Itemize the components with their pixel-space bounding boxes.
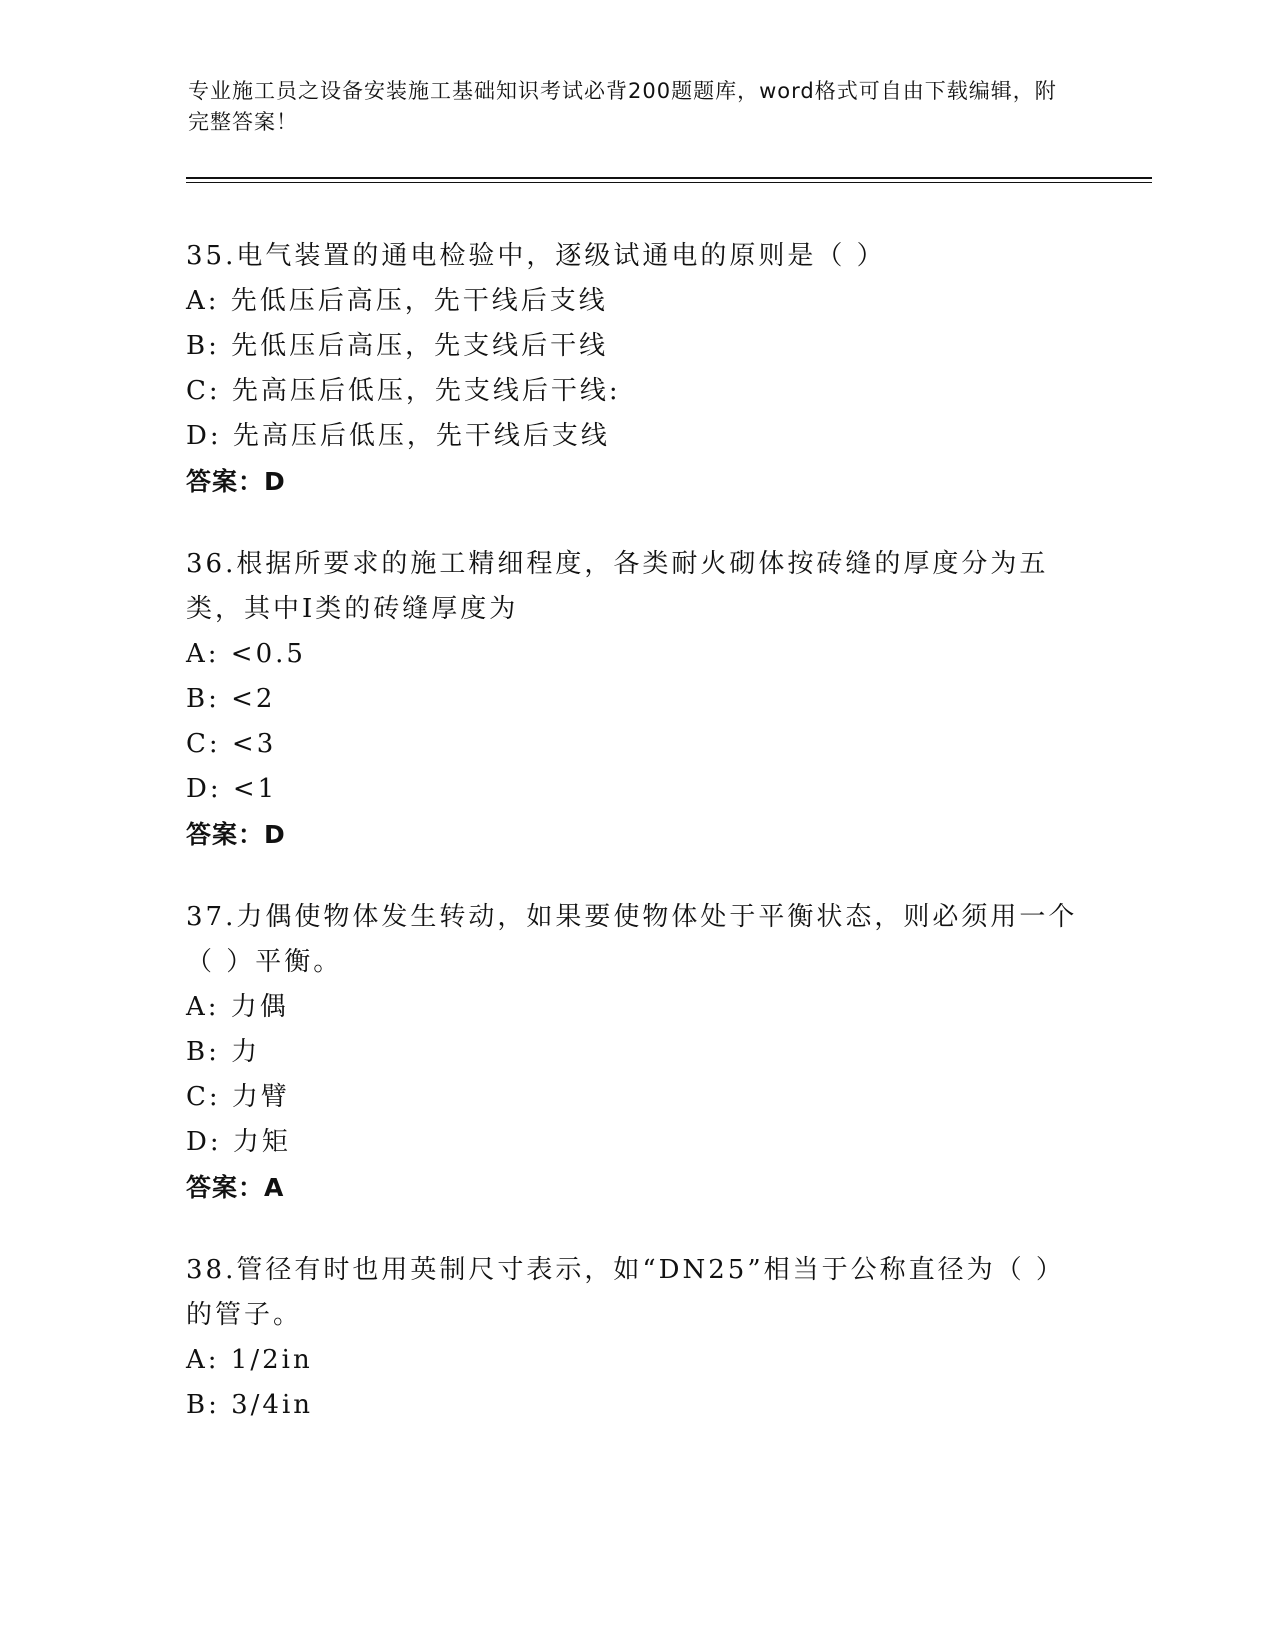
question-37: [186, 895, 1086, 1210]
option-b: B: <2: [186, 684, 276, 714]
question-stem: 38.管径有时也用英制尺寸表示，如“DN25”相当于公称直径为（ ）的管子。: [186, 1255, 1065, 1330]
question-35: [186, 234, 1086, 504]
answer: 答案：A: [186, 1173, 285, 1202]
question-stem: 35.电气装置的通电检验中，逐级试通电的原则是（ ）: [186, 241, 886, 271]
option-a: A: 1/2in: [186, 1345, 313, 1375]
option-d: D: 先高压后低压，先干线后支线: [186, 421, 610, 451]
option-b: B: 3/4in: [186, 1390, 314, 1420]
option-c: C: 先高压后低压，先支线后干线:: [186, 376, 621, 406]
document-header: 专业施工员之设备安装施工基础知识考试必背200题题库，word格式可自由下载编辑，附完整答案！: [188, 79, 1057, 134]
option-b: B: 力: [186, 1037, 261, 1067]
header-divider-thin: [186, 182, 1152, 183]
header-divider-thick: [186, 177, 1152, 179]
question-38: [186, 1248, 1086, 1428]
option-c: C: <3: [186, 729, 277, 759]
option-d: D: 力矩: [186, 1127, 291, 1157]
option-a: A: <0.5: [186, 639, 306, 669]
option-b: B: 先低压后高压，先支线后干线: [186, 331, 609, 361]
answer: 答案：D: [186, 467, 286, 496]
option-a: A: 先低压后高压，先干线后支线: [186, 286, 608, 316]
question-list: [186, 234, 1086, 1466]
answer: 答案：D: [186, 820, 286, 849]
option-c: C: 力臂: [186, 1082, 290, 1112]
question-stem: 37.力偶使物体发生转动，如果要使物体处于平衡状态，则必须用一个（ ）平衡。: [186, 902, 1078, 977]
question-stem: 36.根据所要求的施工精细程度，各类耐火砌体按砖缝的厚度分为五类，其中Ⅰ类的砖缝厚度为: [186, 549, 1049, 624]
question-36: [186, 542, 1086, 857]
option-d: D: <1: [186, 774, 278, 804]
option-a: A: 力偶: [186, 992, 289, 1022]
